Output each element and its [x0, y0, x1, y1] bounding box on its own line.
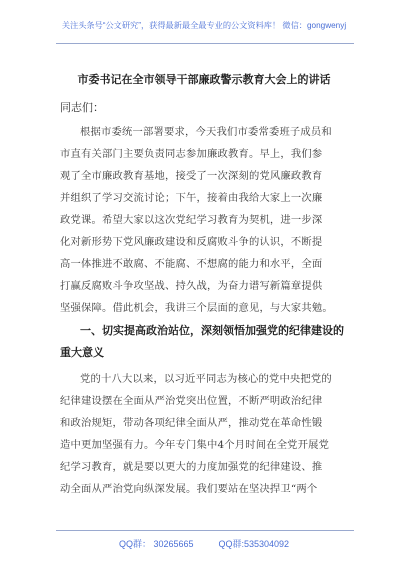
paragraph-line: 造中更加坚强有力。今年专门集中4个月时间在全党开展党 [60, 439, 330, 451]
salutation: 同志们： [60, 101, 104, 114]
paragraph-line: 政党课。希望大家以这次党纪学习教育为契机，进一步深 [60, 214, 323, 226]
header-promo-text: 关注头条号“公文研究”，获得最新最全最专业的公文资料库！ 微信：gongwenyj [61, 21, 347, 30]
paragraph-line: 打赢反腐败斗争攻坚战、持久战，为奋力谱写新篇章提供 [60, 280, 323, 292]
paragraph-line: 根据市委统一部署要求，今天我们市委常委班子成员和 [80, 126, 332, 138]
footer-divider [56, 530, 354, 531]
paragraph-line: 市直有关部门主要负责同志参加廉政教育。早上，我们参 [60, 148, 323, 160]
section-heading-line: 一、切实提高政治站位，深刻领悟加强党的纪律建设的 [80, 324, 344, 337]
paragraph-line: 和政治规矩，带动各项纪律全面从严，推动党在革命性锻 [60, 417, 323, 429]
paragraph-line: 纪律建设摆在全面从严治党突出位置，不断严明政治纪律 [60, 395, 323, 407]
paragraph-line: 动全面从严治党向纵深发展。我们要站在坚决捍卫“两个 [60, 483, 318, 495]
section-heading-line: 重大意义 [60, 346, 104, 359]
paragraph-line: 高一体推进不敢腐、不能腐、不想腐的能力和水平，全面 [60, 258, 323, 270]
header-divider [56, 43, 354, 44]
paragraph-line: 坚强保障。借此机会，我讲三个层面的意见，与大家共勉。 [60, 302, 333, 314]
footer-contact-text: QQ群： 30265665 QQ群:535304092 [118, 539, 290, 549]
paragraph-line: 纪学习教育，就是要以更大的力度加强党的纪律建设、推 [60, 461, 323, 473]
paragraph-line: 党的十八大以来，以习近平同志为核心的党中央把党的 [80, 373, 332, 385]
paragraph-line: 并组织了学习交流讨论；下午，接着由我给大家上一次廉 [60, 192, 323, 204]
document-title: 市委书记在全市领导干部廉政警示教育大会上的讲话 [77, 73, 331, 86]
paragraph-line: 观了全市廉政教育基地，接受了一次深刻的党风廉政教育 [60, 170, 323, 182]
paragraph-line: 化对新形势下党风廉政建设和反腐败斗争的认识，不断提 [60, 236, 323, 248]
